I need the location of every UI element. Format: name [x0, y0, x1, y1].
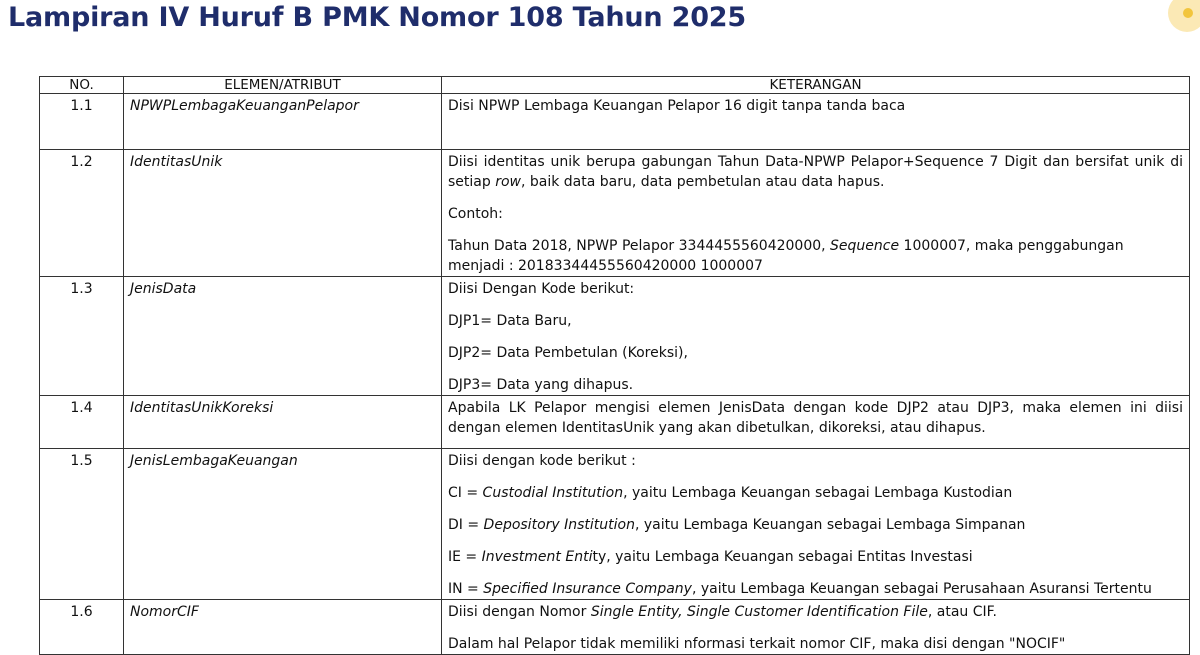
row-element: IdentitasUnik — [124, 150, 442, 277]
row-no: 1.1 — [40, 94, 124, 150]
table-row — [40, 449, 1190, 600]
header-no: NO. — [40, 77, 124, 94]
row-element: JenisLembagaKeuangan — [124, 449, 442, 600]
code-term: Depository Institution — [483, 517, 635, 533]
row-element: NomorCIF — [124, 600, 442, 655]
code-item — [448, 515, 1183, 535]
description-text: Disi NPWP Lembaga Keuangan Pelapor 16 digit tanpa tanda baca — [448, 98, 906, 114]
code-term: Custodial Institution — [482, 485, 624, 501]
code-item — [448, 483, 1183, 503]
row-element: NPWPLembagaKeuanganPelapor — [124, 94, 442, 150]
code-text: , yaitu Lembaga Keuangan sebagai Lembaga Simpanan — [634, 517, 1026, 533]
code-label: DI = — [448, 517, 484, 533]
text-segment: 1000007, maka penggabungan menjadi : 20183344455560420000 1000007 — [448, 238, 1124, 274]
text-segment-italic: Sequence — [830, 238, 900, 254]
code-label: IE = — [448, 549, 482, 565]
row-no: 1.6 — [40, 600, 124, 655]
table-row — [40, 94, 1190, 150]
code-item: DJP3= Data yang dihapus. — [448, 377, 634, 393]
code-label: IN = — [448, 581, 484, 597]
row-description — [442, 150, 1190, 277]
text-segment: Diisi identitas unik berupa gabungan Tahun Data-NPWP Pelapor+Sequence 7 Digit dan bersifat unik di setiap — [448, 154, 1183, 190]
corner-badge-icon — [1168, 0, 1200, 32]
text-segment-italic: row — [495, 174, 521, 190]
code-item — [448, 547, 1183, 567]
row-description — [442, 449, 1190, 600]
note-text: Dalam hal Pelapor tidak memiliki nformasi terkait nomor CIF, maka disi dengan "NOCIF" — [448, 636, 1066, 652]
code-item — [448, 579, 1183, 599]
table-row — [40, 600, 1190, 655]
row-no: 1.4 — [40, 396, 124, 449]
text-segment: , baik data baru, data pembetulan atau data hapus. — [520, 174, 885, 190]
row-element: JenisData — [124, 277, 442, 396]
text-segment: Tahun Data 2018, NPWP Pelapor 3344455560420000, — [448, 238, 831, 254]
code-intro: Diisi dengan kode berikut : — [448, 453, 636, 469]
row-no: 1.2 — [40, 150, 124, 277]
row-description — [442, 396, 1190, 449]
example-text — [448, 236, 1183, 276]
row-no: 1.5 — [40, 449, 124, 600]
code-item: DJP2= Data Pembetulan (Koreksi), — [448, 345, 688, 361]
code-text: ty, yaitu Lembaga Keuangan sebagai Entitas Investasi — [592, 549, 973, 565]
table-header-row — [40, 77, 1190, 94]
header-description: KETERANGAN — [442, 77, 1190, 94]
page-title: Lampiran IV Huruf B PMK Nomor 108 Tahun 2025 — [8, 2, 746, 33]
text-segment-italic: Single Entity, Single Customer Identification File — [590, 604, 928, 620]
code-intro: Diisi Dengan Kode berikut: — [448, 281, 635, 297]
description-text: Apabila LK Pelapor mengisi elemen JenisData dengan kode DJP2 atau DJP3, maka elemen ini diisi dengan elemen IdentitasUnik yang akan dibetulkan, dikoreksi, atau dihapus. — [448, 400, 1183, 436]
table-row — [40, 396, 1190, 449]
header-element: ELEMEN/ATRIBUT — [124, 77, 442, 94]
row-description — [442, 600, 1190, 655]
attribute-table — [39, 76, 1190, 655]
description-text — [448, 152, 1183, 192]
code-text: , yaitu Lembaga Keuangan sebagai Lembaga Kustodian — [623, 485, 1013, 501]
text-segment: Diisi dengan Nomor — [448, 604, 591, 620]
description-text — [448, 602, 1183, 622]
example-label: Contoh: — [448, 206, 503, 222]
table-row — [40, 150, 1190, 277]
code-text: , yaitu Lembaga Keuangan sebagai Perusahaan Asuransi Tertentu — [691, 581, 1152, 597]
row-element: IdentitasUnikKoreksi — [124, 396, 442, 449]
code-label: CI = — [448, 485, 483, 501]
code-term: Investment Enti — [481, 549, 593, 565]
code-term: Specified Insurance Company — [483, 581, 692, 597]
row-description — [442, 94, 1190, 150]
row-description — [442, 277, 1190, 396]
text-segment: , atau CIF. — [927, 604, 997, 620]
row-no: 1.3 — [40, 277, 124, 396]
code-item: DJP1= Data Baru, — [448, 313, 572, 329]
table-row — [40, 277, 1190, 396]
